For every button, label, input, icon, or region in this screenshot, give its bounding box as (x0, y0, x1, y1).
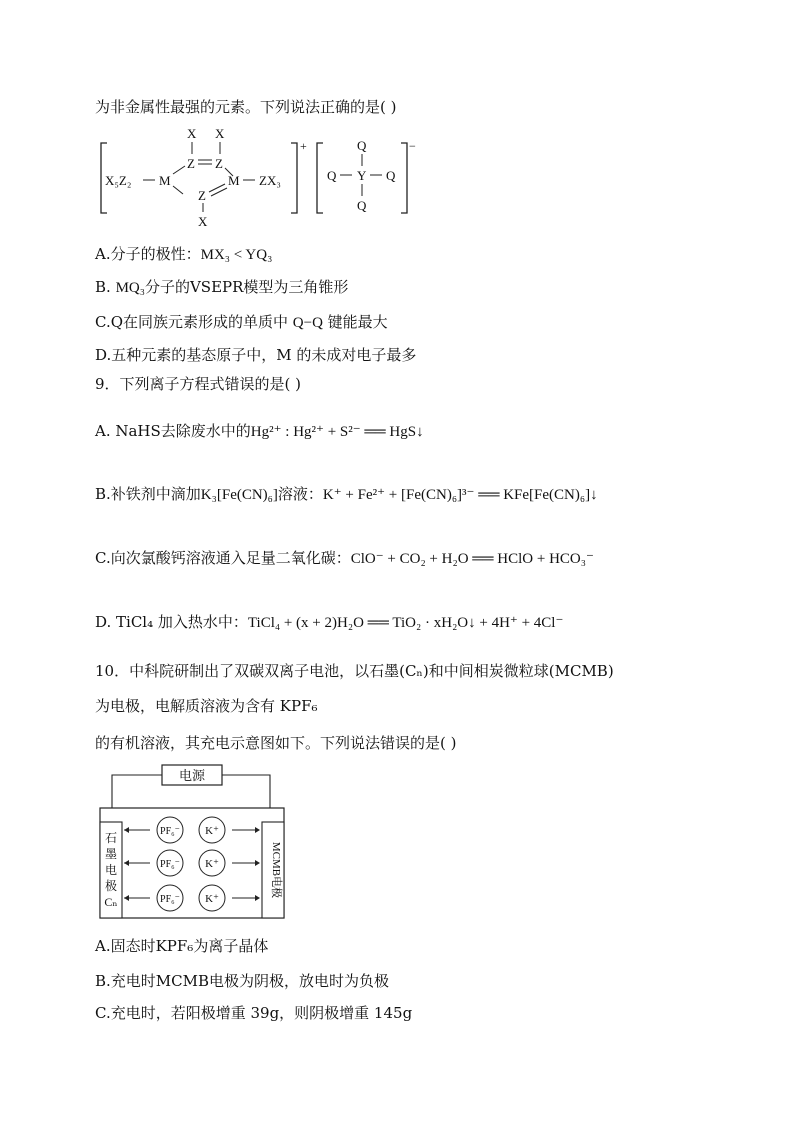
q8-option-c-formula: Q−Q (292, 315, 323, 331)
q9-option-b-equation: K⁺ + Fe²⁺ + [Fe(CN)₆]³⁻ ══ KFe[Fe(CN)₆]↓ (322, 487, 598, 503)
left-electrode-char-4: 极 (104, 879, 118, 893)
q8-option-b (95, 277, 348, 298)
q9-option-a-equation: Hg²⁺ : Hg²⁺ + S²⁻ ══ HgS↓ (250, 424, 424, 440)
q8-option-b-formula: MQ₃ (115, 280, 145, 296)
q9-option-a-prefix: A. NaHS去除废水中的 (95, 422, 251, 440)
anion-charge: − (409, 139, 416, 153)
cation-label-2: K⁺ (205, 858, 219, 870)
q9-option-b (95, 484, 598, 505)
left-electrode-char-2: 墨 (104, 847, 118, 861)
q9-option-b-mid: 溶液： (277, 485, 323, 503)
q9-option-a (95, 421, 424, 442)
q9-option-d (95, 612, 563, 633)
q8-option-c (95, 312, 388, 333)
q10-option-c: C.充电时，若阳极增重 39g，则阴极增重 145g (95, 1004, 413, 1022)
q10-stem-line2: 为电极，电解质溶液为含有 KPF₆ (95, 697, 318, 715)
right-wire (222, 775, 270, 808)
z-top-right-label: Z (215, 156, 223, 171)
q8-option-a-prefix: A.分子的极性： (95, 245, 201, 263)
x-top2-label: X (215, 128, 225, 141)
x-bottom-label: X (198, 214, 208, 228)
z-top-left-label: Z (187, 156, 195, 171)
anion-label-3: PF₆⁻ (160, 894, 180, 905)
cation-right-bracket (291, 143, 297, 213)
cation-label-1: K⁺ (205, 825, 219, 837)
z-bottom-label: Z (198, 188, 206, 203)
q9-stem: 9．下列离子方程式错误的是( ) (95, 375, 302, 393)
q8-option-d: D.五种元素的基态原子中，M 的未成对电子最多 (95, 346, 417, 364)
q8-option-b-suffix: 分子的VSEPR模型为三角锥形 (144, 278, 349, 296)
q10-option-a: A.固态时KPF₆为离子晶体 (95, 937, 269, 955)
y-center-label: Y (357, 168, 367, 183)
q-top-label: Q (357, 138, 367, 153)
q9-option-b-prefix: B.补铁剂中滴加 (95, 485, 201, 503)
q8-option-b-prefix: B. (95, 278, 116, 296)
anion-right-bracket (401, 143, 407, 213)
q8-structure-diagram (95, 128, 435, 228)
right-electrode-label: MCMB电极 (270, 841, 282, 899)
cation-label-3: K⁺ (205, 893, 219, 905)
q10-stem-line1: 10．中科院研制出了双碳双离子电池，以石墨(Cₙ)和中间相炭微粒球(MCMB) (95, 662, 614, 680)
q8-option-a-formula: MX₃ < YQ₃ (200, 247, 273, 263)
q9-option-c (95, 548, 594, 569)
q9-option-d-equation: TiCl₄ + (x + 2)H₂O ══ TiO₂ · xH₂O↓ + 4H⁺ + 4Cl⁻ (247, 615, 564, 631)
q-bottom-label: Q (357, 198, 367, 213)
anion-label-1: PF₆⁻ (160, 826, 180, 837)
cation-charge: + (300, 139, 307, 153)
anion-left-bracket (317, 143, 323, 213)
battery-diagram (98, 762, 288, 922)
left-electrode-char-5: Cₙ (104, 895, 118, 909)
x-top1-label: X (187, 128, 197, 141)
q10-option-b: B.充电时MCMB电极为阴极，放电时为负极 (95, 972, 390, 990)
q8-option-c-prefix: C.Q在同族元素形成的单质中 (95, 313, 293, 331)
anion-label-2: PF₆⁻ (160, 859, 180, 870)
left-wire (112, 775, 162, 808)
q9-option-c-prefix: C.向次氯酸钙溶液通入足量二氧化碳： (95, 549, 351, 567)
q8-option-c-suffix: 键能最大 (322, 313, 388, 331)
q-right-label: Q (386, 168, 396, 183)
q9-option-c-equation: ClO⁻ + CO₂ + H₂O ══ HClO + HCO₃⁻ (350, 551, 594, 567)
q9-option-d-prefix: D. TiCl₄ 加入热水中： (95, 613, 248, 631)
left-electrode-char-3: 电 (104, 863, 118, 877)
m-left-label: M (159, 173, 171, 188)
q8-intro: 为非金属性最强的元素。下列说法正确的是( ) (95, 98, 397, 116)
q8-option-a (95, 244, 272, 265)
q9-option-b-reagent: K₃[Fe(CN)₆] (200, 487, 278, 503)
power-source-label: 电源 (178, 768, 206, 783)
q-left-label: Q (327, 168, 337, 183)
q10-stem-line3: 的有机溶液，其充电示意图如下。下列说法错误的是( ) (95, 734, 457, 752)
right-group-label: ZX₃ (259, 173, 281, 188)
m-right-label: M (228, 173, 240, 188)
left-group-label: X₅Z₂ (105, 173, 132, 188)
left-electrode-char-1: 石 (104, 831, 118, 845)
